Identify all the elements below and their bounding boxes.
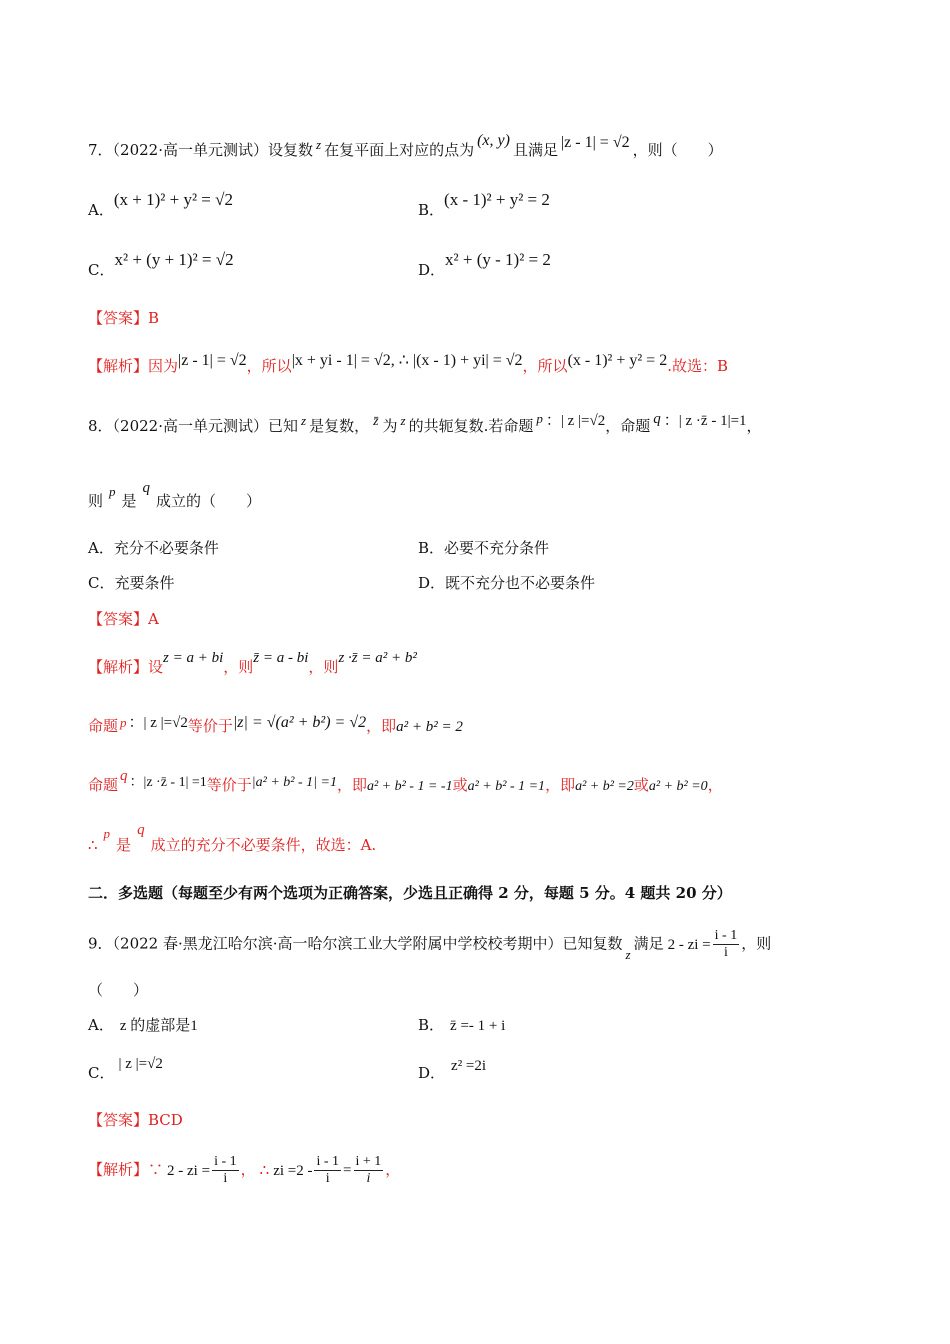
q7-analysis-text2: ，所以 — [246, 357, 292, 375]
q7-analysis-text4: .故选：B — [667, 357, 728, 375]
q7-analysis — [88, 354, 728, 379]
q7-option-b-label: B． — [418, 201, 445, 219]
q8-a3-formula5: a² + b² =2 — [575, 779, 634, 794]
q9-analysis — [88, 1154, 400, 1187]
q8-analysis-4 — [88, 822, 377, 858]
q7-option-b-formula: (x - 1)² + y² = 2 — [444, 190, 550, 209]
q9-option-a — [88, 1013, 198, 1038]
q7-stem-text: 7．（2022·高一单元测试）设复数 — [88, 141, 313, 159]
q9-stem-denominator: i — [723, 945, 728, 960]
q9-stem-mid: 满足 — [633, 934, 664, 953]
q7-option-d — [418, 250, 551, 282]
q8-stem-mid2: 为 — [382, 417, 398, 435]
q8-zbar: z̄ — [373, 414, 379, 429]
q8-a3-formula3: a² + b² - 1 = -1 — [366, 779, 453, 794]
q9-option-c-text: | z |=√2 — [118, 1056, 163, 1072]
q8-a3-formula6: a² + b² =0 — [648, 779, 708, 794]
q9-analysis-den2: i — [325, 1171, 330, 1186]
q7-stem-mid: 在复平面上对应的点为 — [324, 141, 475, 159]
q8-a3-formula1: ：|z ·z̄ - 1| =1 — [129, 775, 207, 790]
q9-analysis-equals: = — [343, 1162, 352, 1179]
q8-a1-formula2: z̄ = a - bi — [253, 650, 309, 666]
q9-option-b-label: B． — [418, 1016, 445, 1034]
q9-analysis-fraction2 — [314, 1154, 341, 1187]
q8-a3-formula2: |a² + b² - 1| =1 — [251, 775, 337, 790]
q8-line2-b: 是 — [121, 492, 137, 510]
q7-option-d-formula: x² + (y - 1)² = 2 — [445, 250, 551, 269]
q9-analysis-num3: i + 1 — [355, 1154, 382, 1169]
q7-z: z — [316, 137, 322, 152]
q7-stem — [88, 132, 723, 163]
q8-line2-a: 则 — [88, 492, 104, 510]
q7-condition: |z - 1| = √2 — [560, 134, 630, 151]
q9-analysis-label: 【解析】 — [88, 1160, 149, 1179]
q8-q: q — [653, 411, 661, 427]
q7-option-c — [88, 250, 234, 282]
q9-analysis-num1: i - 1 — [214, 1154, 237, 1169]
q8-a4-q: q — [137, 822, 145, 838]
q8-a1-formula3: z ·z̄ = a² + b² — [338, 650, 417, 666]
q8-a2-formula1: ：| z |=√2 — [128, 715, 188, 731]
q8-answer: 【答案】A — [88, 610, 159, 628]
q8-analysis-2 — [88, 714, 463, 739]
q8-stem-line2 — [88, 480, 262, 514]
q8-line2-q: q — [142, 480, 151, 496]
q9-analysis-formula1: 2 - zi = — [167, 1162, 211, 1179]
q8-a2-text2: 等价于 — [187, 717, 233, 735]
q8-stem-mid3: 的共轭复数.若命题 — [408, 417, 534, 435]
q7-option-a-label: A． — [88, 201, 114, 219]
q9-option-a-label: A． — [88, 1016, 114, 1034]
q9-option-d — [418, 1058, 487, 1086]
q9-answer: 【答案】BCD — [88, 1111, 183, 1129]
q9-analysis-den1: i — [223, 1171, 228, 1186]
q8-p-condition: ：| z |=√2 — [545, 413, 606, 429]
q9-stem-text: 9．（2022 春·黑龙江哈尔滨·高一哈尔滨工业大学附属中学校校考期中）已知复数 — [88, 934, 623, 953]
q9-option-c — [88, 1056, 163, 1086]
q8-a1-text1: 设 — [148, 658, 164, 676]
q8-analysis-label: 【解析】 — [88, 658, 149, 676]
q8-a2-text3: ，即 — [366, 717, 397, 735]
q8-a4-text3: 成立的充分不必要条件，故选：A. — [150, 836, 377, 854]
q7-option-c-label: C． — [88, 261, 115, 279]
q9-option-d-text: z² =2i — [451, 1058, 487, 1074]
q9-option-b-text: z̄ =- 1 + i — [450, 1018, 506, 1034]
q7-option-a-formula: (x + 1)² + y² = √2 — [113, 190, 233, 209]
q8-a4-text2: 是 — [116, 836, 132, 854]
q8-a1-text3: ，则 — [308, 658, 339, 676]
q8-z2: z — [400, 413, 406, 428]
q9-stem-lhs: 2 - zi = — [667, 936, 711, 953]
q8-stem-mid4: ，命题 — [605, 417, 651, 435]
q7-analysis-label: 【解析】 — [88, 357, 149, 375]
q7-option-a — [88, 190, 233, 222]
q7-answer: 【答案】B — [88, 309, 160, 327]
q9-analysis-fraction3 — [354, 1154, 384, 1187]
q8-a4-therefore: ∴ — [88, 836, 98, 854]
q7-analysis-text3: ，所以 — [522, 357, 568, 375]
q7-option-c-formula: x² + (y + 1)² = √2 — [114, 250, 234, 269]
q8-a3-text5: ，即 — [545, 776, 576, 794]
q7-analysis-formula1: |z - 1| = √2 — [178, 352, 247, 369]
q8-z: z — [301, 413, 307, 428]
q8-a1-text2: ，则 — [223, 658, 254, 676]
q8-p: p — [536, 411, 543, 426]
q8-analysis-1 — [88, 650, 417, 680]
q8-a3-text4: 或 — [452, 776, 468, 794]
q9-stem-numerator: i - 1 — [714, 928, 738, 943]
q8-a3-text6: 或 — [633, 776, 649, 794]
q8-analysis-3 — [88, 768, 723, 799]
q8-a3-text2: 等价于 — [206, 776, 252, 794]
q8-a3-text1: 命题 — [88, 776, 119, 794]
q9-analysis-comma: ， — [240, 1160, 256, 1179]
q9-option-d-label: D． — [418, 1064, 446, 1082]
q8-option-a: A．充分不必要条件 — [88, 539, 219, 557]
q8-stem-text: 8．（2022·高一单元测试）已知 — [88, 417, 298, 435]
q9-option-b — [418, 1013, 505, 1038]
q9-stem-fraction — [713, 928, 740, 961]
q8-a4-p: p — [103, 826, 111, 841]
q8-option-b: B．必要不充分条件 — [418, 539, 550, 557]
q9-stem — [88, 928, 771, 961]
q8-a3-formula4: a² + b² - 1 =1 — [467, 779, 546, 794]
q8-a2-p: p — [120, 715, 127, 730]
q8-option-d: D．既不充分也不必要条件 — [418, 574, 596, 592]
q8-a2-text1: 命题 — [88, 717, 119, 735]
q8-a3-text7: ， — [707, 776, 723, 794]
q8-a1-formula1: z = a + bi — [163, 650, 224, 666]
q8-stem — [88, 411, 762, 440]
q9-stem-end: ，则 — [741, 934, 772, 953]
q9-analysis-num2: i - 1 — [316, 1154, 340, 1169]
q8-a2-formula3: a² + b² = 2 — [396, 719, 463, 735]
q9-analysis-fraction1 — [212, 1154, 239, 1187]
q9-analysis-formula2: zi =2 - — [273, 1162, 313, 1179]
q9-therefore-symbol: ∴ — [259, 1160, 270, 1179]
q8-line2-p: p — [109, 484, 116, 499]
q8-a3-text3: ，即 — [336, 776, 367, 794]
q7-stem-end: ，则（ ） — [632, 141, 723, 159]
q8-line2-c: 成立的（ ） — [156, 492, 262, 510]
q7-point: (x, y) — [477, 132, 510, 149]
q8-stem-end: ， — [746, 417, 762, 435]
q7-option-b — [418, 190, 550, 222]
q7-analysis-formula3: (x - 1)² + y² = 2 — [567, 352, 668, 369]
q9-z: z — [625, 946, 631, 962]
q8-stem-mid: 是复数， — [309, 417, 370, 435]
q9-option-a-text: z 的虚部是1 — [119, 1018, 198, 1034]
q7-option-d-label: D． — [418, 261, 446, 279]
section2-title: 二．多选题（每题至少有两个选项为正确答案，少选且正确得 2 分，每题 5 分。4 题共 20 分） — [88, 884, 732, 902]
q7-analysis-formula2: |x + yi - 1| = √2, ∴ |(x - 1) + yi| = √2 — [291, 352, 523, 369]
q8-q-condition: ：| z ·z̄ - 1|=1 — [663, 413, 747, 429]
q7-stem-mid2: 且满足 — [512, 141, 558, 159]
q8-a3-q: q — [120, 768, 128, 784]
q9-analysis-den3: i — [366, 1171, 371, 1186]
q9-option-c-label: C． — [88, 1064, 115, 1082]
q8-option-c: C．充要条件 — [88, 574, 175, 592]
q9-because-symbol: ∵ — [148, 1160, 164, 1179]
q7-analysis-text1: 因为 — [148, 357, 179, 375]
q9-analysis-end: ， — [385, 1160, 401, 1179]
q9-stem-line2: （ ） — [88, 981, 149, 999]
q8-a2-formula2: |z| = √(a² + b²) = √2 — [232, 714, 367, 731]
